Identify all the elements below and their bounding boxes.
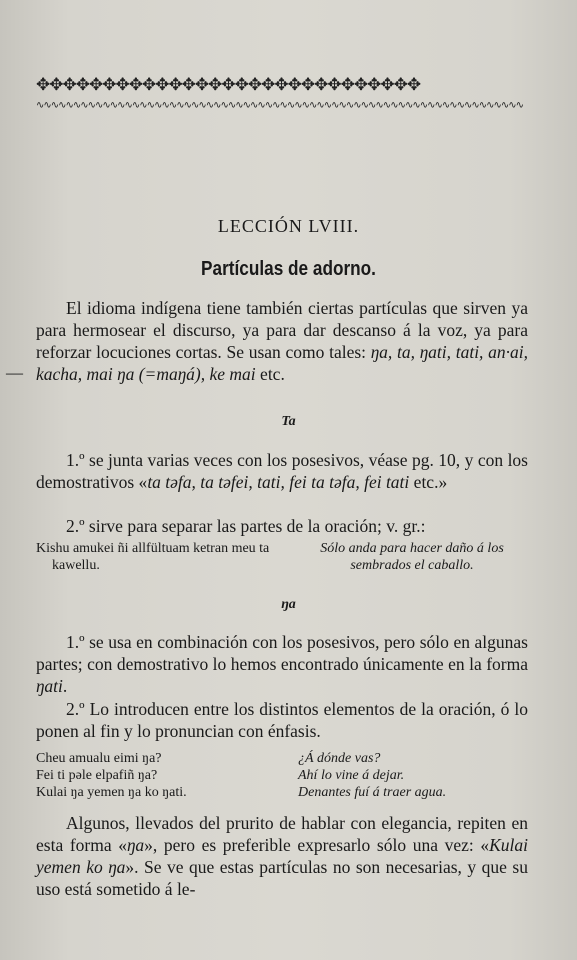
ta-point-2: 2.º sirve para separar las partes de la oración; v. gr.: bbox=[66, 516, 426, 536]
na-example-mapuche-2: Fei ti pəle elpafiñ ŋa? bbox=[36, 768, 158, 783]
lesson-heading: LECCIÓN LVIII. bbox=[217, 216, 360, 236]
na-example-translation-1: ¿Á dónde vas? bbox=[298, 751, 381, 766]
ta-example-mapuche: Kishu amukei ñi allfültuam ketran meu ta kawellu. bbox=[36, 541, 270, 573]
particle-list: ŋa, ta, ŋati, tati, an·ai, kacha, mai ŋa (=maŋá), ke mai bbox=[36, 342, 529, 384]
ta-point-1: 1.º se junta varias veces con los posesivos, véase pg. 10, y con los demostrativos «ta təfa, ta təfei, tati, fei ta təfa, fei tati etc.» bbox=[36, 450, 528, 492]
na-point-2: 2.º Lo introducen entre los distintos elementos de la oración, ó lo ponen al fin y lo pronuncian con énfasis. bbox=[36, 699, 528, 741]
na-example-translation-3: Denantes fuí á traer agua. bbox=[298, 785, 447, 800]
na-point-3: Algunos, llevados del prurito de hablar con elegancia, repiten en esta forma «ŋa», pero es preferible expresarlo sólo una vez: «Kulai yemen ko ŋa». Se ve que estas partículas no son necesarias, y que su uso está sometido á le- bbox=[36, 813, 528, 899]
ta-example-translation: Sólo anda para hacer daño á los sembrados el caballo. bbox=[320, 541, 504, 573]
section-heading-ta: Ta bbox=[281, 414, 296, 429]
na-point-1: 1.º se usa en combinación con los posesivos, pero sólo en algunas partes; con demostrativo lo hemos encontrado únicamente en la forma ŋati. bbox=[36, 632, 528, 696]
intro-paragraph: El idioma indígena tiene también ciertas partículas que sirven ya para hermosear el discurso, ya para dar descanso á la voz, ya para reforzar locuciones cortas. Se usan como tales: ŋa, ta, ŋati, tati, an·ai, kacha, mai ŋa (=maŋá), ke mai etc. bbox=[36, 298, 529, 384]
page-title: Partículas de adorno. bbox=[201, 258, 376, 280]
section-heading-na: ŋa bbox=[281, 597, 296, 612]
margin-mark: — bbox=[6, 363, 23, 382]
ornamental-header-band: ✥✥✥✥✥✥✥✥✥✥✥✥✥✥✥✥✥✥✥✥✥✥✥✥✥✥✥✥✥ bbox=[36, 75, 421, 95]
na-example-mapuche-1: Cheu amualu eimi ŋa? bbox=[36, 751, 162, 766]
ornamental-header-border: ∿∿∿∿∿∿∿∿∿∿∿∿∿∿∿∿∿∿∿∿∿∿∿∿∿∿∿∿∿∿∿∿∿∿∿∿∿∿∿∿∿∿∿∿∿∿∿∿∿∿∿∿∿∿∿∿∿∿∿∿∿∿∿∿∿∿ bbox=[36, 100, 524, 111]
na-example-translation-2: Ahí lo vine á dejar. bbox=[298, 768, 405, 783]
na-example-mapuche-3: Kulai ŋa yemen ŋa ko ŋati. bbox=[36, 785, 187, 800]
